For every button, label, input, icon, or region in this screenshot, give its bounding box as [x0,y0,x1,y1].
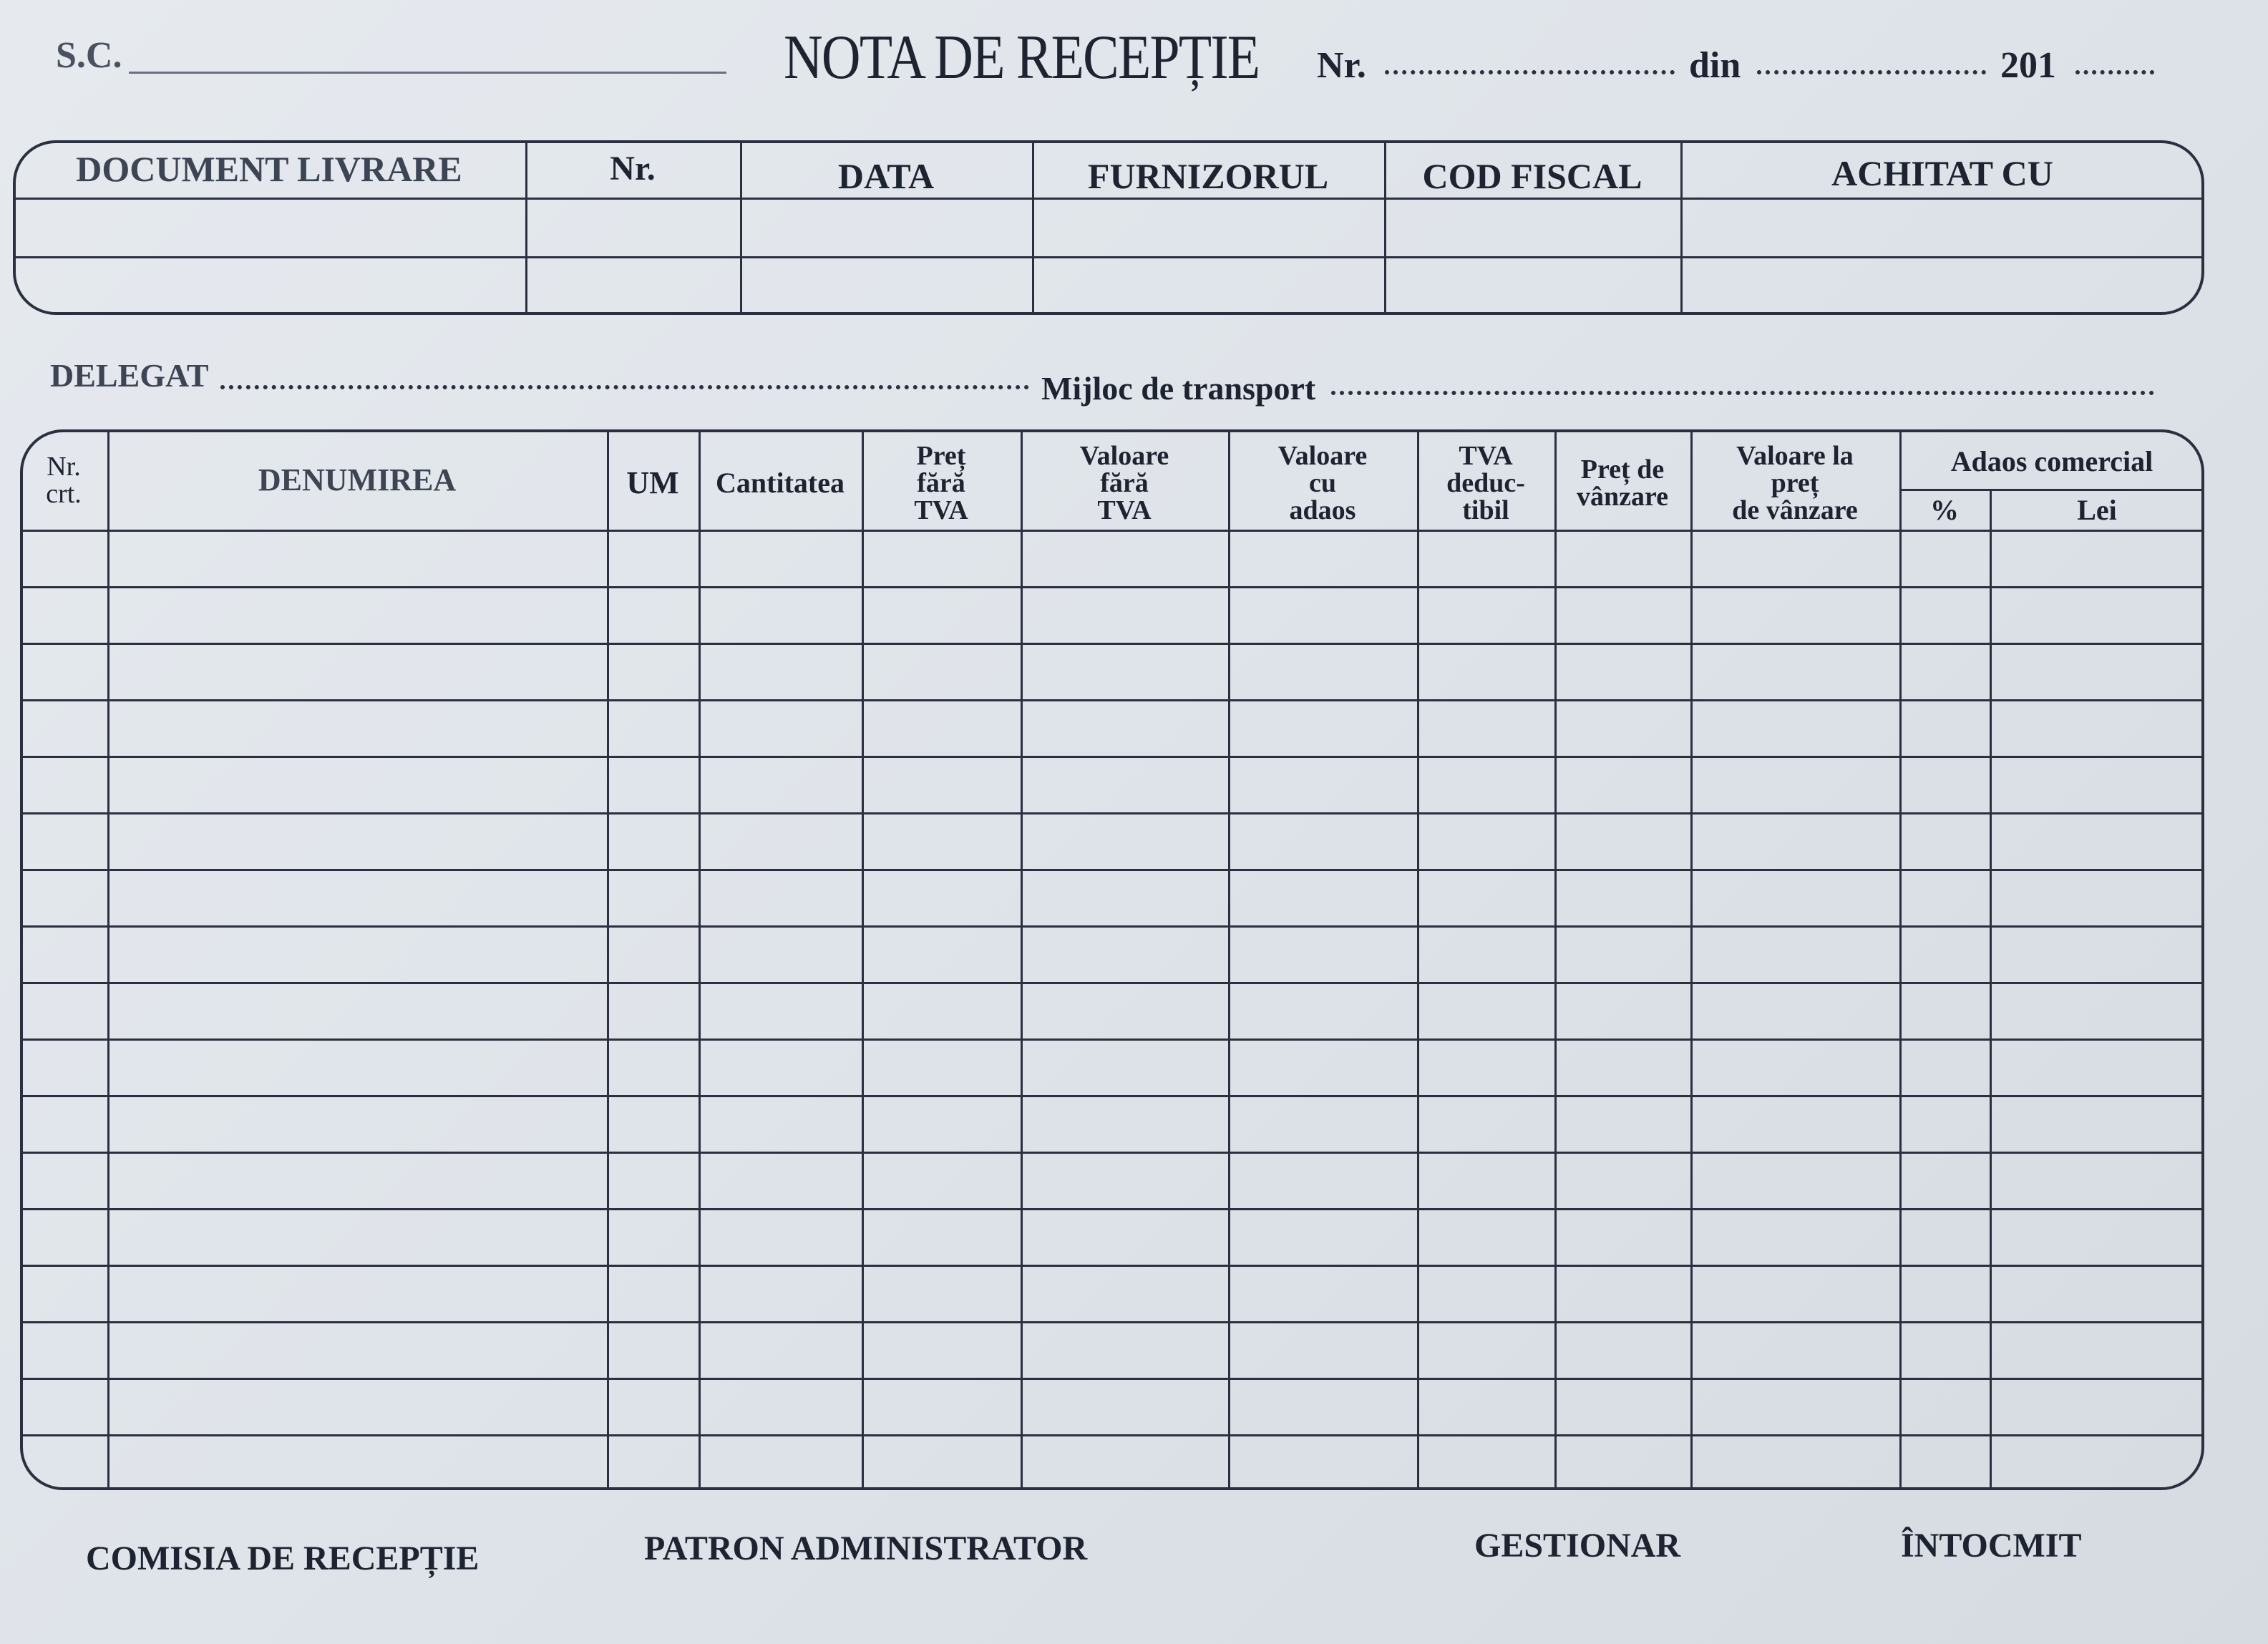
col-cantitatea: Cantitatea [716,467,845,499]
receipt-number-field[interactable] [1385,70,1675,74]
signature-patron: PATRON ADMINISTRATOR [644,1529,1088,1567]
col-achitat-cu: ACHITAT CU [1831,153,2053,193]
date-label: din [1689,45,1741,86]
col-valoare-fara-tva: Valoare fără TVA [1079,441,1169,525]
transport-label: Mijloc de transport [1041,370,1316,407]
company-label: S.C. [56,35,122,76]
delegat-label: DELEGAT [50,357,209,394]
page-title: NOTA DE RECEPȚIE [784,23,1260,92]
year-field[interactable] [2075,70,2154,74]
signature-gestionar: GESTIONAR [1474,1527,1681,1565]
col-adaos-comercial: Adaos comercial [1950,445,2153,477]
col-um: UM [626,465,679,500]
col-nr-crt: Nr. crt. [46,452,82,509]
col-document-livrare: DOCUMENT LIVRARE [76,149,462,189]
col-tva-deductibil: TVA deduc- tibil [1446,441,1525,525]
col-denumirea: DENUMIREA [258,462,457,497]
col-furnizorul: FURNIZORUL [1087,156,1329,196]
receipt-number-label: Nr. [1317,45,1366,86]
col-adaos-percent: % [1930,494,1959,526]
delegat-field[interactable] [220,385,1029,389]
col-nr: Nr. [610,150,656,188]
transport-field[interactable] [1331,391,2154,395]
col-valoare-cu-adaos: Valoare cu adaos [1277,441,1368,525]
col-adaos-lei: Lei [2077,494,2117,526]
signature-intocmit: ÎNTOCMIT [1901,1527,2082,1565]
col-pret-de-vanzare: Preț de vânzare [1576,454,1669,512]
col-data: DATA [837,156,935,196]
col-cod-fiscal: COD FISCAL [1422,156,1642,196]
year-prefix: 201 [2000,45,2056,86]
col-pret-fara-tva: Preț fără TVA [914,441,968,525]
signature-comisia: COMISIA DE RECEPȚIE [86,1540,480,1577]
company-field[interactable] [129,72,726,74]
col-valoare-la-pret-de-vanzare: Valoare la preț de vânzare [1732,441,1858,525]
date-field[interactable] [1757,70,1986,74]
